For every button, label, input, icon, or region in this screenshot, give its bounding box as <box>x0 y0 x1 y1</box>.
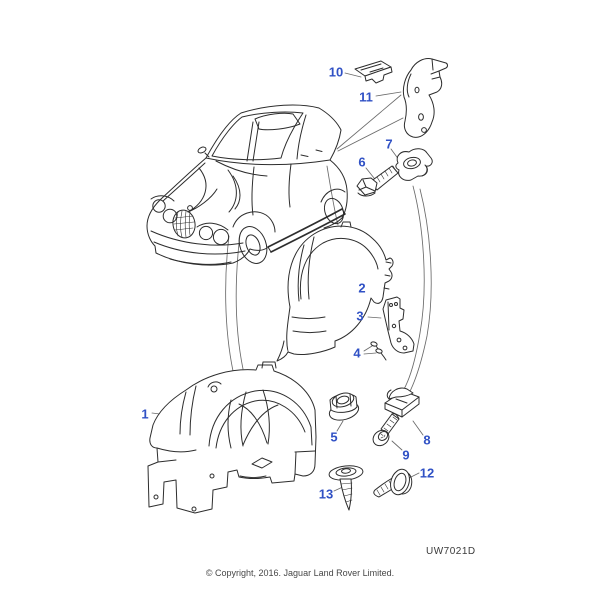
rivet-illustrations <box>370 341 386 360</box>
callout-1[interactable]: 1 <box>141 406 149 422</box>
u-clip-illustration <box>385 388 419 417</box>
mounting-bracket-illustration <box>403 59 447 138</box>
callout-11[interactable]: 11 <box>359 89 373 105</box>
bolt-illustration <box>357 166 398 196</box>
callout-5[interactable]: 5 <box>330 429 338 445</box>
flange-nut-illustration <box>327 391 361 424</box>
callout-3[interactable]: 3 <box>356 308 364 324</box>
callout-6[interactable]: 6 <box>358 154 366 170</box>
copyright-text: © Copyright, 2016. Jaguar Land Rover Limited. <box>205 568 395 578</box>
spring-clip-illustration <box>396 149 432 181</box>
callout-9[interactable]: 9 <box>402 447 410 463</box>
front-arch-liner-illustration <box>148 362 316 513</box>
callout-4[interactable]: 4 <box>353 345 361 361</box>
callout-2[interactable]: 2 <box>358 280 366 296</box>
washer-screw-illustration <box>374 467 413 497</box>
callout-13[interactable]: 13 <box>318 486 334 502</box>
bracket-illustration <box>383 297 414 353</box>
rear-arch-liner-illustration <box>277 222 393 361</box>
callout-12[interactable]: 12 <box>419 465 435 481</box>
diagram-code: UW7021D <box>426 546 476 557</box>
push-clip-illustration <box>328 464 363 510</box>
grommet-illustration <box>355 61 392 83</box>
callout-7[interactable]: 7 <box>385 136 393 152</box>
callout-8[interactable]: 8 <box>423 432 431 448</box>
callout-10[interactable]: 10 <box>328 64 344 80</box>
